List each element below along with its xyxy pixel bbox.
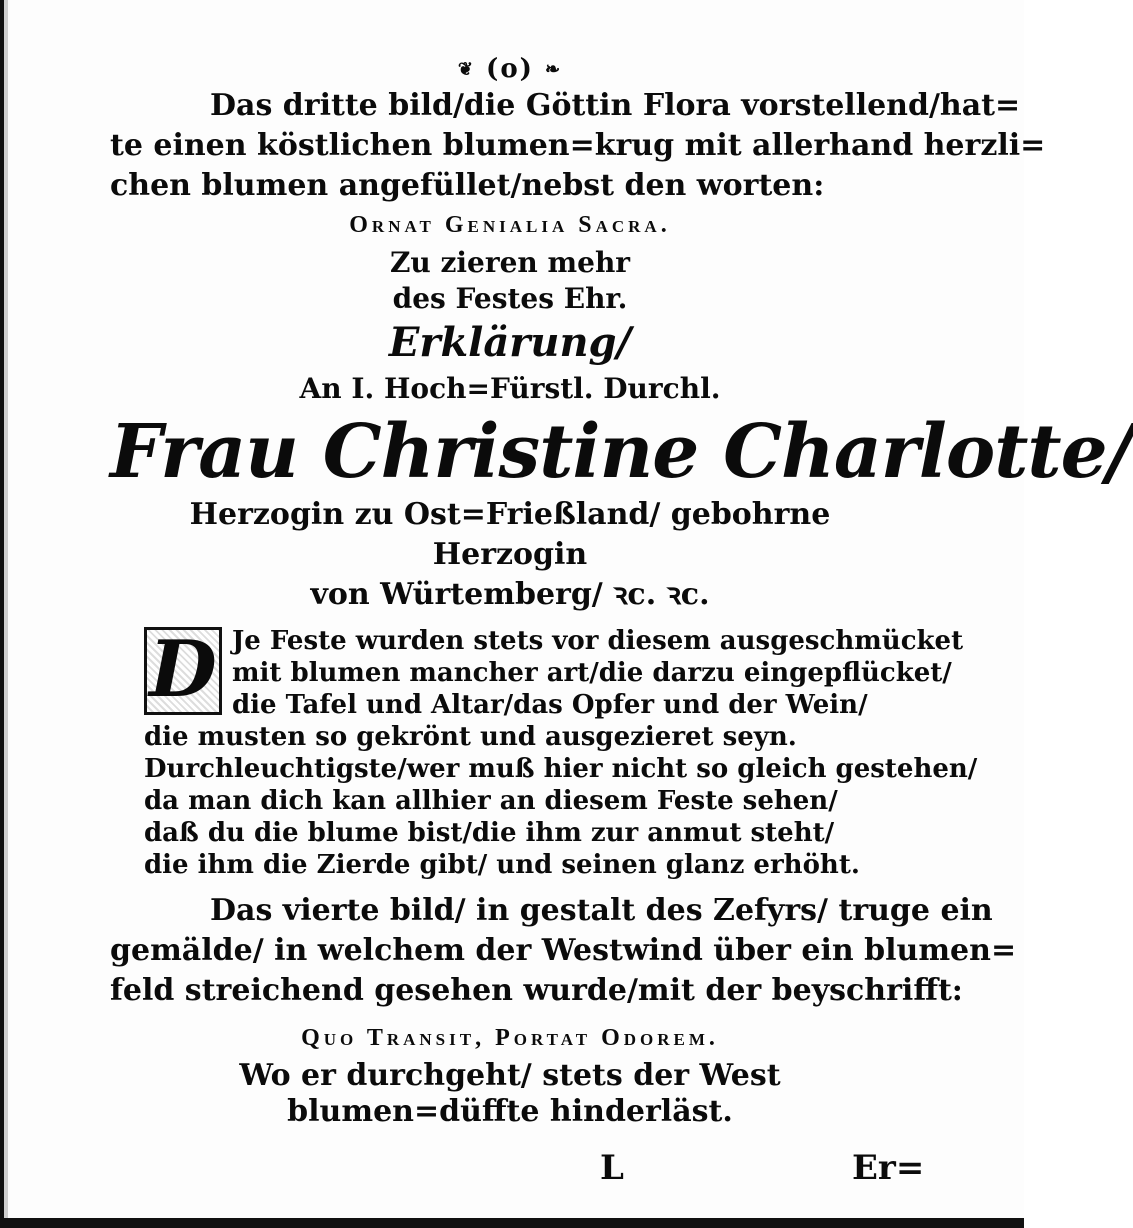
poem-line: Durchleuchtigste/wer muß hier nicht so gleich gestehen/ [144,754,978,784]
poem-line: die Tafel und Altar/das Opfer und der Wein/ [232,690,868,720]
paragraph-line: gemälde/ in welchem der Westwind über ein blumen= [110,933,1017,968]
poem-line: Je Feste wurden stets vor diesem ausgeschmücket [232,626,964,656]
poem-line: daß du die blume bist/die ihm zur anmut steht/ [144,818,835,848]
page-number-text: (o) [486,54,534,84]
heading-erklaerung: Erklärung/ [388,319,632,366]
signature-mark: L [600,1148,624,1188]
poem-line: mit blumen mancher art/die darzu eingepflücket/ [232,658,952,688]
drop-cap: D [144,627,222,715]
paragraph-line: chen blumen angefüllet/nebst den worten: [110,168,825,203]
poem [110,624,978,881]
paragraph-line: Das vierte bild/ in gestalt des Zefyrs/ truge ein [210,893,993,928]
page-content [110,52,1133,1130]
poem-line: die ihm die Zierde gibt/ und seinen glanz erhöht. [144,850,860,880]
paragraph-line: Das dritte bild/die Göttin Flora vorstellend/hat= [210,88,1021,123]
motto-german-2-line: blumen=düffte hinderläst. [287,1094,733,1129]
motto-german-2-line: Wo er durchgeht/ stets der West [239,1058,781,1093]
ornament-left-icon: ❦ [457,59,475,80]
motto-german-1-line: des Festes Ehr. [392,282,628,315]
title-line: Herzogin zu Ost=Frießland/ gebohrne Herzogin [189,497,831,572]
dedicatee-name: Frau Christine Charlotte/ [110,409,1133,495]
paragraph-third-image [110,86,1046,206]
motto-german-1-line: Zu zieren mehr [389,246,631,279]
poem-line: da man dich kan allhier an diesem Feste sehen/ [144,786,838,816]
address-line: An I. Hoch=Fürstl. Durchl. [299,372,721,405]
paragraph-line: te einen köstlichen blumen=krug mit allerhand herzli= [110,128,1046,163]
ornament-right-icon: ❧ [545,59,563,80]
paragraph-fourth-image [110,891,1017,1011]
poem-line: die musten so gekrönt und ausgezieret seyn. [144,722,797,752]
motto-latin-2: Quo Transit, Portat Odorem. [301,1025,719,1051]
page-number [110,52,910,86]
paragraph-line: feld streichend gesehen wurde/mit der beyschrifft: [110,973,963,1008]
title-line: von Würtemberg/ ꝛc. ꝛc. [310,577,710,612]
catchword: Er= [852,1148,925,1188]
motto-latin-1: Ornat Genialia Sacra. [349,212,671,238]
